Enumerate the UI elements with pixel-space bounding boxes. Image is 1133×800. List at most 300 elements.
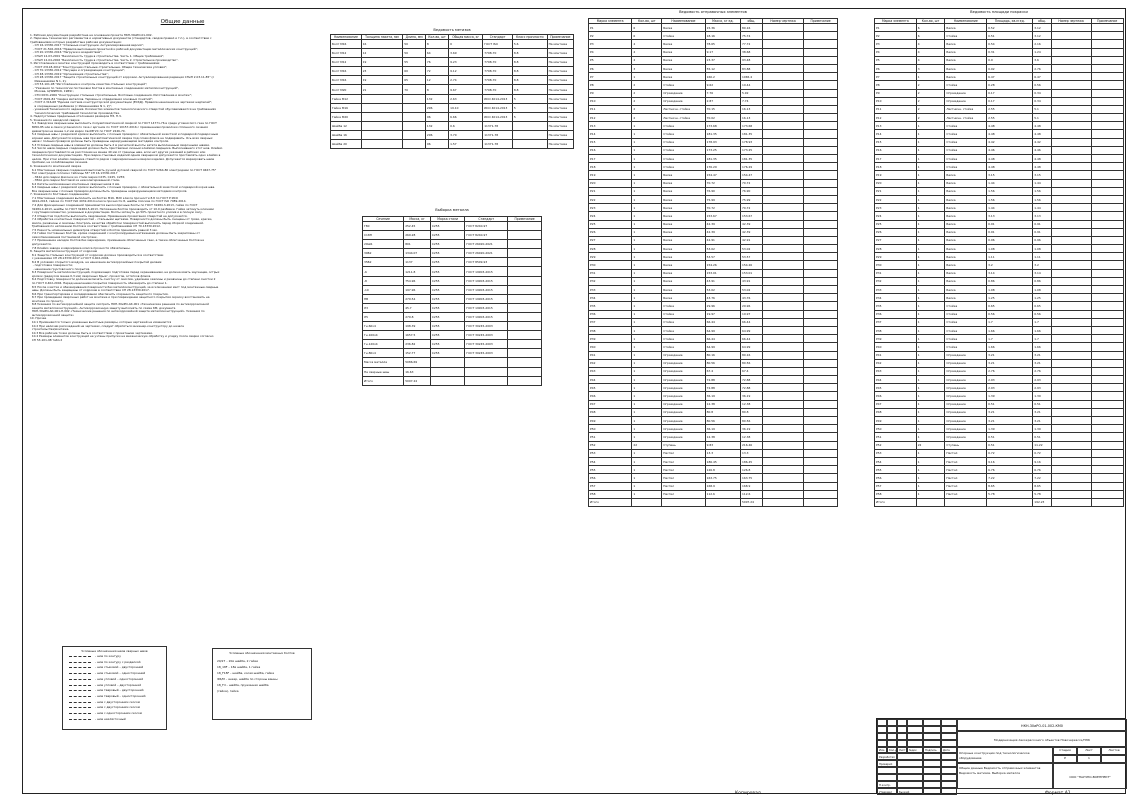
table-cell: 7.74 [741,97,763,105]
table-cell [508,285,542,294]
table-cell [804,40,838,48]
table-cell: 2.76 [987,367,1033,375]
table-cell [762,286,803,294]
table-row [589,56,838,64]
table-cell: Балка [662,179,705,187]
table-cell: 96 [425,112,448,121]
note-line: технологических документациях. При сварке стыковых изделий одним сварщиком допускается проставлять одно клеймо в [30,153,221,158]
table-cell: 5 [512,112,547,121]
table-cell: Р24 [589,212,632,220]
table-cell: Р34 [589,294,632,302]
table-cell: -8 [363,276,404,285]
note-line: - указаний Технического задания. Количество элементов технологического отверстий обуславливаются на требованиях [30,107,217,112]
table-cell [1051,138,1091,146]
table-cell: 0.51 [1033,400,1051,408]
table-cell [762,163,803,171]
table-cell: Р5 [875,56,917,64]
table-cell: 1 [632,359,662,367]
table-cell: 1 [632,138,662,146]
table-cell: 3.21 [987,359,1033,367]
note-line: защите металлоконструкций». Антикоррозионную защиту выполнять по схеме КМ, документа [30,305,176,310]
table-cell: Р13 [875,122,917,130]
table-row [875,105,1124,113]
table-cell: 1 [916,408,945,416]
table-cell [804,392,838,400]
stamp-grid-cell [923,726,941,733]
table-cell: Р37 [875,318,917,326]
column-header: Наименование [331,35,362,40]
table-cell: 19 [361,76,403,85]
table-cell: Балка [662,204,705,212]
table-row [875,97,1124,105]
table-cell [762,179,803,187]
table-cell: 42.39 [705,220,740,228]
table-cell [1051,97,1091,105]
table-cell: 3.2 [1033,261,1051,269]
table-cell [804,408,838,416]
table-cell: Р21 [589,187,632,195]
note-line: самоотвинчивания постановкой контргаек. [30,234,98,239]
table-cell: 76.90 [705,187,740,195]
table-cell: 4.48 [987,130,1033,138]
table-row [589,228,838,236]
table-cell [1051,171,1091,179]
table-cell: 3.13 [1033,212,1051,220]
table-cell: 1.66 [987,343,1033,351]
table-cell: 0.86 [987,277,1033,285]
bolts-table [330,34,574,149]
table-cell [508,276,542,285]
table-cell [762,146,803,154]
note-line: - СТО 0031-2006 "Конструкции стальные строительные. Болтовые соединения. Изготовление и монтаж"; [30,93,192,98]
note-line: - СП 20.13330.2016 "Нагрузки и воздействия"; [30,50,103,55]
table-cell: Р2 [875,32,917,40]
table-cell: 3.21 [1033,359,1051,367]
table-row [875,187,1124,195]
table-cell: Ограждение [945,359,987,367]
table-cell: 2.76 [1033,367,1051,375]
table-cell [762,343,803,351]
table-cell: 2.93 [1033,376,1051,384]
table-cell: Настил [662,482,705,490]
table-row [875,48,1124,56]
table-cell: Р16 [875,146,917,154]
table-cell: Балка [945,24,987,32]
table-cell [762,457,803,465]
table-cell [508,331,542,340]
table-cell [1091,277,1124,285]
table-cell: 1.39 [1033,425,1051,433]
table-cell: Р54 [875,457,917,465]
table-cell: 13.3 [705,449,740,457]
column-header: Примечание [547,35,573,40]
table-cell: Балка [945,212,987,220]
table-cell: Балка [945,253,987,261]
table-cell: 1 [632,228,662,236]
note-line: - СНиП 12-03-2001 "Безопасность труда в строительстве. Часть 1. Общие требования"; [30,54,165,59]
table-cell: Р32 [589,277,632,285]
table-cell: 8.65 [987,482,1033,490]
table-cell: 9.23 [449,58,483,67]
table-cell: Стойка [662,335,705,343]
weld-legend-item: - шов тавровый – двусторонний [95,688,144,693]
bolt-legend-item: Ф6/М – анкер, шайба по стороны ванны [217,677,278,681]
table-cell: 0.65 [1033,302,1051,310]
table-cell [762,212,803,220]
table-cell [1091,64,1124,72]
table-cell [1051,466,1091,474]
table-cell: Стойка [945,32,987,40]
table-cell [1091,187,1124,195]
table-cell [1091,286,1124,294]
table-cell [508,312,542,321]
table-cell: Р26 [589,228,632,236]
table-cell: 173.68 [741,122,763,130]
table-row [875,24,1124,32]
table-cell [804,400,838,408]
table-cell: Р25 [589,220,632,228]
table-cell: 9.16 [987,457,1033,465]
table-row [875,433,1124,441]
note-line: 8.7 При проведении сварочных работ на монтаже и при повреждении защитного покрытия окраску восстановить на [30,295,210,300]
table-cell: Р20 [589,179,632,187]
table-cell: 0.65 [987,302,1033,310]
table-cell [762,220,803,228]
weld-legend-item: - шов тавровый – односторонний [95,693,146,698]
table-cell: Лестничн. стойка [945,114,987,122]
table-cell [762,204,803,212]
table-cell: 70 [403,85,426,94]
table-cell: Ограждение [662,425,705,433]
table-cell [762,253,803,261]
table-row [331,94,574,103]
table-cell: 2 [916,97,945,105]
table-row [589,114,838,122]
stamp-grid-cell [887,733,897,740]
table-cell [1091,195,1124,203]
weld-symbol-icon [69,705,91,708]
weld-legend-item: - шов стыковой – односторонний [95,671,146,676]
table-cell: 93.48 [741,56,763,64]
stamp-signature [923,753,941,760]
stamp-code: НКН-30иРО-01-002-КМ0 [957,719,1127,731]
table-cell [804,498,838,506]
table-cell: 23 [361,67,403,76]
table-cell: 1 [916,171,945,179]
table-cell [804,179,838,187]
table-cell: Гн.120х4 [363,340,404,349]
table-cell [632,498,662,506]
footer-label: На сварные швы [363,367,404,376]
table-cell: Балка [945,64,987,72]
table-cell: Р49 [589,417,632,425]
table-cell: 1 [916,326,945,334]
total-label: Итого [875,498,917,506]
table-cell: 7798-70 [483,67,513,76]
table-cell: 7798-70 [483,85,513,94]
table-cell [762,64,803,72]
table-cell: Стойка [662,146,705,154]
table-cell: 43.91 [705,277,740,285]
stamp-signature [923,760,941,767]
table-cell: 173.25 [705,146,740,154]
stamp-name: Бычкий [897,788,923,795]
column-header: общ. [1033,19,1051,24]
table-cell [762,310,803,318]
note-line: - СП 48.13330.2019 "Организация строительства"; [30,71,109,76]
table-row [589,130,838,138]
table-cell: 2.55 [987,114,1033,122]
table-cell [508,267,542,276]
table-cell [804,261,838,269]
table-cell: Р44 [589,376,632,384]
table-cell: 80.16 [705,351,740,359]
table-cell [1091,155,1124,163]
table-cell: Р57 [589,482,632,490]
weld-legend-title: Условные обозначения швов сварных швов [81,649,148,653]
table-row [589,105,838,113]
table-row [875,384,1124,392]
table-cell [804,163,838,171]
table-cell: ГОСТ 19903-2015 [465,294,508,303]
table-cell: 176.29 [705,163,740,171]
table-cell: 1 [916,302,945,310]
table-cell: 77.72 [741,40,763,48]
table-cell [1051,32,1091,40]
table-cell: 7798-70 [483,58,513,67]
table-cell: 2 [916,105,945,113]
table-cell: 1 [632,482,662,490]
table-cell: 3 [632,64,662,72]
table-row [875,286,1124,294]
table-cell: ГОСТ 30245-2003 [465,331,508,340]
table-cell: Р35 [589,302,632,310]
table-row [589,204,838,212]
table-cell: 296 [425,130,448,139]
stamp-col-label: Изм. [879,749,886,752]
note-line: - ГОСТ 2.316-68 "Единая система конструкторской документации (ЕСКД). Правила нанесения на чертежах надписей"; [30,100,213,105]
table-cell [762,376,803,384]
table-cell: 2.87 [705,97,740,105]
stamp-col-label: Кол.уч [889,749,898,752]
table-cell: На монтаже [547,140,573,149]
table-row [589,195,838,203]
table-cell [361,103,403,112]
table-cell: Р30 [875,261,917,269]
table-cell: Ограждение [945,89,987,97]
note-line: антикоррозионной защите» [30,312,74,317]
table-cell: С255 [430,312,465,321]
table-row [589,474,838,482]
note-line: 7.2 Для фрикционных соединений принимаются высокопрочные болты по ГОСТ 32484.3-2013, гайки по ГОСТ [30,202,198,207]
table-cell: 4.48 [1033,130,1051,138]
table-cell: 1211.8 [404,267,431,276]
table-cell [804,376,838,384]
table-cell [662,498,705,506]
table-cell: 2 [632,89,662,97]
table-cell: Р38 [589,326,632,334]
table-cell: 7.22 [987,474,1033,482]
table-cell [1051,212,1091,220]
table-cell [1051,187,1091,195]
table-row [363,276,542,285]
table-cell: Стойка [662,155,705,163]
table-cell [1091,408,1124,416]
stamp-grid-cell [877,719,887,726]
table-cell: Ограждение [945,408,987,416]
table-row [363,258,542,267]
table-cell: Ступень [945,441,987,449]
table-row [875,228,1124,236]
note-line: 3. Изготовление и монтаж конструкций производить в соответствии с требованиями: [30,61,161,66]
column-header: Кол-во, шт [632,19,662,24]
table-cell: 5.6 [512,40,547,49]
table-row [875,204,1124,212]
table-cell [1091,171,1124,179]
table-cell [804,212,838,220]
table-cell: На монтаже [547,130,573,139]
table-cell: Р47 [875,400,917,408]
table-cell: Стойка [662,310,705,318]
table-cell: 5.92 [741,89,763,97]
table-cell: 1 [916,384,945,392]
table-cell: На монтаже [547,67,573,76]
table-cell: 0.91 [1033,228,1051,236]
table-cell [508,322,542,331]
table-cell: 5.78 [987,490,1033,498]
table-cell [508,240,542,249]
table-cell [762,269,803,277]
table-cell: 66.44 [741,335,763,343]
table-cell: Р41 [589,351,632,359]
table-cell: ГОСТ 8240-97 [465,231,508,240]
table-row [589,81,838,89]
column-header: Кол-во, шт [916,19,945,24]
table-cell: Р18 [875,163,917,171]
table-cell [804,384,838,392]
note-line: 32484.4-2013, шайбы по ГОСТ 32484.5-2013. Натяжение болтов производить от 10.9 разбивки. Гайки затянуть ключами [30,206,214,211]
table-cell: 43.76 [705,294,740,302]
table-row [875,40,1124,48]
table-cell: Гн.60х4 [363,322,404,331]
table-cell: 2.16 [1033,40,1051,48]
table-cell: 0.56 [987,310,1033,318]
table-cell: 72.88 [705,376,740,384]
table-cell [762,73,803,81]
table-cell: 3.14 [1033,269,1051,277]
weld-legend-item: - шов нахлёсточный [95,716,126,721]
table-cell: 16.13 [741,105,763,113]
table-cell: 18.16 [705,32,740,40]
table-cell: 83.88 [741,64,763,72]
table-cell: Балка [945,204,987,212]
table-cell: 0.51 [987,32,1033,40]
table-cell: 1 [632,146,662,154]
table-cell: 1 [632,155,662,163]
table-cell [430,376,465,385]
title-block [876,718,1126,794]
table-cell: 1 [916,318,945,326]
footer-value: 5086.69 [404,358,431,367]
table-cell: Р49 [875,417,917,425]
table-cell: 279.54 [404,294,431,303]
table-cell: ГОСТ 19903-2015 [465,303,508,312]
table-row [589,187,838,195]
table-cell [1091,302,1124,310]
table-row [363,303,542,312]
table-cell [762,351,803,359]
table-cell: 53.02 [741,245,763,253]
table-cell: 6.76 [987,466,1033,474]
table-cell: 6.47 [1033,73,1051,81]
table-cell: 153.67 [705,212,740,220]
table-cell [762,89,803,97]
table-total-row [875,498,1124,506]
weld-legend-item: - шов угловой – односторонний [95,676,144,681]
stamp-sheet: 1 [1077,755,1101,763]
table-cell: 72.88 [741,376,763,384]
weld-legend-item: - шов с двусторонним скосом [95,705,140,710]
table-cell [1091,40,1124,48]
table-cell: 53.02 [741,286,763,294]
table-cell: 2 [632,97,662,105]
table-cell: 1 [632,163,662,171]
table-cell: Р4 [589,48,632,56]
table-cell: 181.35 [741,130,763,138]
table-cell: Стойка [662,343,705,351]
table-cell: Р31 [875,269,917,277]
table-cell: 1 [632,367,662,375]
table-cell: Стойка [945,155,987,163]
table-row [875,318,1124,326]
table-cell: Настил [945,466,987,474]
copied-label: Копировал [735,791,761,796]
table-cell: 132 [425,121,448,130]
table-row [589,89,838,97]
table-cell: 2 [632,105,662,113]
table-cell [1091,326,1124,334]
table-cell [1051,343,1091,351]
note-line: 6.3 Сварные швы с разделкой кромок выполнить с полным проваром, с обязательной зачисткой и подваркой корня шва. [30,185,216,190]
table-cell [512,140,547,149]
table-cell [762,81,803,89]
total-value: 192.23 [1033,498,1051,506]
table-cell [762,56,803,64]
weld-legend-item: - шов по контуру [95,654,121,658]
table-cell: Балка [945,220,987,228]
table-cell: 36.19 [741,392,763,400]
table-row [589,392,838,400]
footer-value: 16.63 [404,367,431,376]
note-line: 6. Указания по монтажной сварке [30,163,82,168]
table-cell: 3.6 [1033,56,1051,64]
table-cell [1051,351,1091,359]
table-cell [508,222,542,231]
table-cell: 1 [916,130,945,138]
table-cell [804,89,838,97]
table-cell: 1 [916,425,945,433]
table-cell: Р46 [589,392,632,400]
table-cell: На монтаже [547,94,573,103]
table-cell [1051,359,1091,367]
table-cell: Р10 [589,97,632,105]
table-cell: 160.2 [705,73,740,81]
table-cell: 126.8 [741,466,763,474]
table-cell: ИСО 4014-2013 [483,94,513,103]
table-cell: 0.91 [987,228,1033,236]
table-cell [508,358,542,367]
table-cell [1091,245,1124,253]
